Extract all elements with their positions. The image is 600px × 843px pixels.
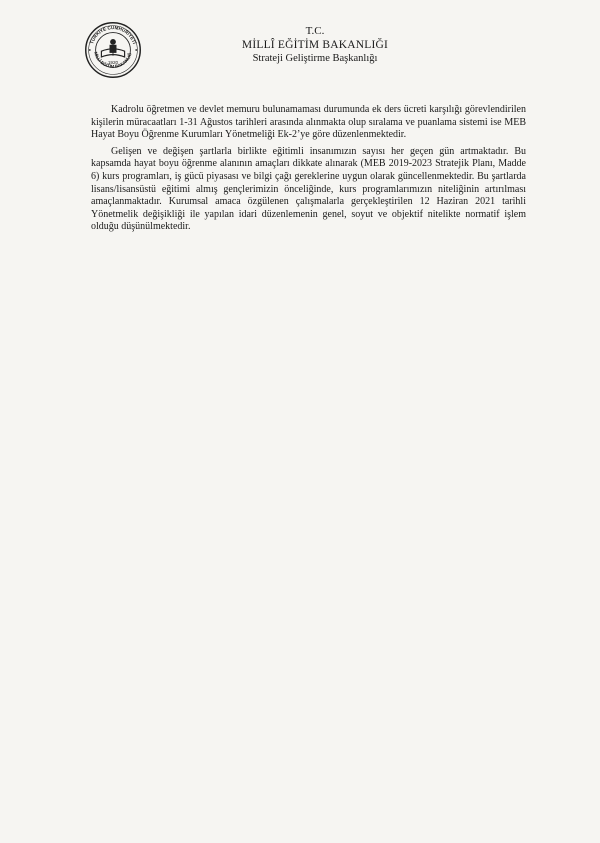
paragraph-1: Kadrolu öğretmen ve devlet memuru bulunamaması durumunda ek ders ücreti karşılığı görevlendirilen kişilerin müracaatları 1-31 Ağustos tarihleri arasında alınmakta olup sıralama ve puanlama sistemi ise MEB Hayat Boyu Öğrenme Kurumları Yönetmeliği Ek-2’ye göre düzenlenmektedir.	[91, 104, 526, 141]
header-ministry: MİLLÎ EĞİTİM BAKANLIĞI	[241, 39, 389, 51]
svg-text:TÜRKİYE CUMHURİYETİ: TÜRKİYE CUMHURİYETİ	[89, 25, 137, 45]
svg-text:MİLLÎ EĞİTİM BAKANLIĞI: MİLLÎ EĞİTİM BAKANLIĞ	[93, 51, 133, 69]
header-tc: T.C.	[305, 25, 325, 37]
letterhead	[0, 24, 600, 66]
paragraph-2: Gelişen ve değişen şartlarla birlikte eğitimli insanımızın sayısı her geçen gün artmaktadır. Bu kapsamda hayat boyu öğrenme alanının amaçları dikkate alınarak (MEB 2019-2023 Stratejik Planı, Madde 6) kurs programları, iş gücü piyasası ve bilgi çağı gereklerine uygun olarak güncellenmektedir. Bu şartlarda lisans/lisansüstü eğitimi almış gençlerimizin önceliğinde, kurs programlarımızın niteliğinin artırılması amaçlanmaktadır. Kurumsal amaca özgülenen çalışmalarla gerçekleştirilen 12 Haziran 2021 tarihli Yönetmelik değişikliği ile yapılan idari düzenlemenin genel, soyut ve objektif nitelikte normatif işlem olduğu düşünülmektedir.	[91, 145, 526, 233]
header-department: Strateji Geliştirme Başkanlığı	[252, 53, 378, 64]
document-body	[91, 104, 526, 238]
svg-text:1920: 1920	[107, 59, 119, 65]
